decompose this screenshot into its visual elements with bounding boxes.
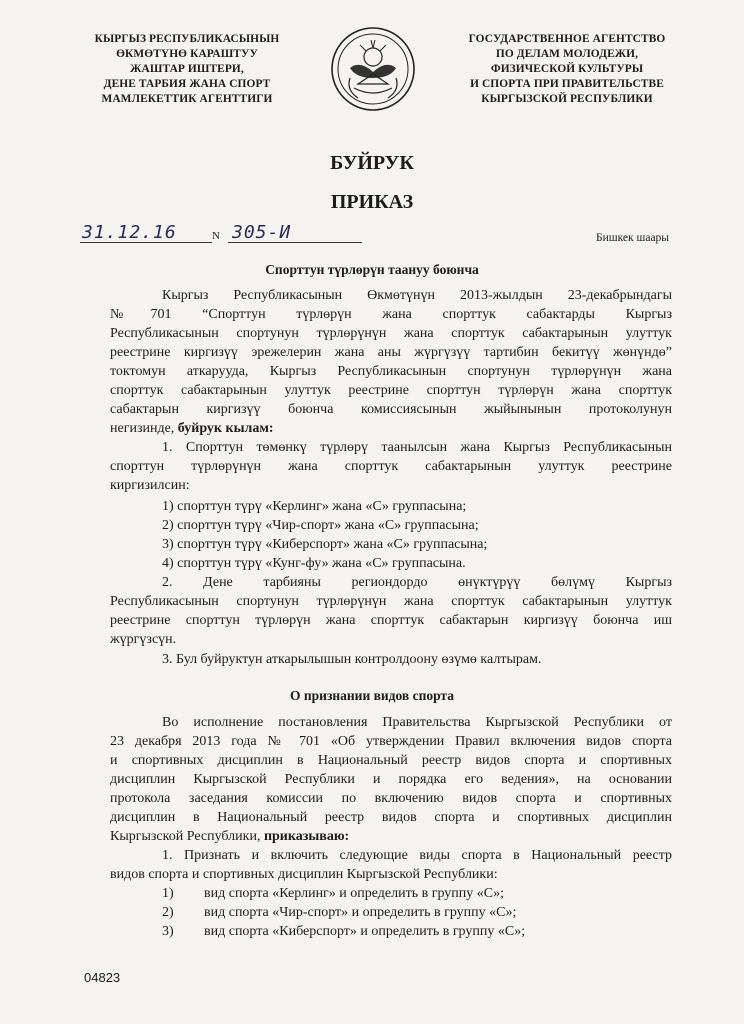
text-line: Республикасынын спортунун түрлөрүнүн жана спорттук сабактарынын улуттук [110, 594, 672, 609]
text-line: дисциплин Кыргызской Республики и порядка его ведения», на основании [110, 772, 672, 787]
list-item: 2) спорттун түрү «Чир-спорт» жана «С» группасына; [162, 518, 479, 533]
header-kyrgyz-line: КЫРГЫЗ РЕСПУБЛИКАСЫНЫН [94, 33, 280, 45]
order-phrase: буйрук кылам: [177, 421, 274, 436]
list-item: 4) спорттун түрү «Кунг-фу» жана «С» группасына. [162, 556, 466, 571]
title-kyrgyz: БУЙРУК [330, 152, 414, 174]
order-phrase: приказываю: [263, 829, 350, 844]
text-line [110, 419, 672, 438]
list-item: вид спорта «Киберспорт» и определить в группу «С»; [204, 924, 526, 939]
list-item: вид спорта «Керлинг» и определить в группу «С»; [204, 886, 505, 901]
text-line: Республикасынын спортунун түрлөрүнүн жана спорттук сабактарынын улуттук [110, 326, 672, 341]
handwritten-number: 305-И [232, 222, 292, 243]
text-fragment: негизинде, [110, 421, 178, 436]
header-russian-line: И СПОРТА ПРИ ПРАВИТЕЛЬСТВЕ [470, 78, 664, 90]
text-line: протокола заседания комиссии по включению видов спорта и спортивных [110, 791, 672, 806]
header-kyrgyz-line: ДЕНЕ ТАРБИЯ ЖАНА СПОРТ [103, 78, 271, 90]
text-line: 23 декабря 2013 года № 701 «Об утверждении Правил включения видов спорта [110, 734, 672, 749]
text-fragment: Кыргызской Республики, [110, 829, 264, 844]
header-russian-line: КЫРГЫЗСКОЙ РЕСПУБЛИКИ [481, 93, 653, 105]
text-line: Кыргыз Республикасынын Өкмөтүнүн 2013-жылдын 23-декабрындагы [162, 288, 672, 303]
number-sign: N [212, 230, 220, 242]
header-russian-line: ФИЗИЧЕСКОЙ КУЛЬТУРЫ [490, 63, 644, 75]
text-line: спорттун түрлөрүнүн жана спорттук сабактарынын улуттук реестрине [110, 459, 672, 474]
text-line: и спортивных дисциплин в Национальный реестр видов спорта и спортивных [110, 753, 672, 768]
preamble-russian [110, 713, 672, 846]
text-line: 1. Признать и включить следующие виды спорта в Национальный реестр [162, 848, 672, 863]
text-line: киргизилсин: [110, 478, 190, 493]
text-line: токтомун аткарууда, Кыргыз Республикасынын спортунун түрлөрүнүн жана [110, 364, 672, 379]
paragraph-2-kyrgyz [110, 573, 672, 649]
header-kyrgyz-line: ӨКМӨТҮНӨ КАРАШТУУ [116, 48, 258, 60]
text-line: №701 “Спорттун түрлөрүн жана спорттук сабактарды Кыргыз [110, 307, 672, 322]
list-item: вид спорта «Чир-спорт» и определить в группу «С»; [204, 905, 517, 920]
text-line: жүргүзсүн. [110, 632, 177, 647]
document-serial-number: 04823 [84, 970, 121, 985]
header-russian-line: ГОСУДАРСТВЕННОЕ АГЕНТСТВО [468, 33, 666, 45]
header-russian-line: ПО ДЕЛАМ МОЛОДЕЖИ, [495, 48, 639, 60]
paragraph-1-russian [110, 846, 672, 884]
paragraph-3-kyrgyz: 3. Бул буйруктун аткарылышын контролдоону өзүмө калтырам. [162, 652, 542, 667]
section-title-russian: О признании видов спорта [290, 688, 454, 703]
handwritten-date: 31.12.16 [82, 222, 177, 243]
header-kyrgyz [54, 32, 320, 107]
state-emblem-icon [330, 26, 416, 112]
text-line: 1. Спорттун төмөнкү түрлөрү таанылсын жана Кыргыз Республикасынын [162, 440, 672, 455]
text-line [110, 827, 672, 846]
text-line: сабактарын киргизүү боюнча комиссиясынын жыйынынын протоколунун [110, 402, 672, 417]
list-number: 3) [162, 924, 174, 939]
text-line: видов спорта и спортивных дисциплин Кыргызской Республики: [110, 867, 498, 882]
text-line: реестрине спорттун түрлөрүн жана спорттук сабактарын киргизүү боюнча иш [110, 613, 672, 628]
header-kyrgyz-line: ЖАШТАР ИШТЕРИ, [130, 63, 244, 75]
list-number: 2) [162, 905, 174, 920]
header-kyrgyz-line: МАМЛЕКЕТТИК АГЕНТТИГИ [101, 93, 273, 105]
date-underline [80, 242, 212, 243]
paragraph-1-kyrgyz [110, 438, 672, 495]
text-line: дисциплин в Национальный реестр видов спорта и спортивных дисциплин [110, 810, 672, 825]
text-line: спорттук сабактарынын улуттук реестрине спорттун түрлөрүн жана спорттук [110, 383, 672, 398]
header-russian [424, 32, 710, 107]
preamble-kyrgyz [110, 286, 672, 438]
section-title-kyrgyz: Спорттун түрлөрүн таануу боюнча [265, 262, 479, 277]
text-line: 2. Дене тарбияны региондордо өнүктүрүү бөлүмү Кыргыз [162, 575, 672, 590]
list-item: 1) спорттун түрү «Керлинг» жана «С» группасына; [162, 499, 467, 514]
text-line: реестрине киргизүү эрежелерин жана аны жүргүзүү тартибин бекитүү жөнүндө” [110, 345, 672, 360]
title-russian: ПРИКАЗ [330, 191, 414, 213]
city-label: Бишкек шаары [596, 232, 670, 244]
number-underline [228, 242, 362, 243]
text-line: Во исполнение постановления Правительства Кыргызской Республики от [162, 715, 672, 730]
list-item: 3) спорттун түрү «Киберспорт» жана «С» группасына; [162, 537, 488, 552]
list-number: 1) [162, 886, 174, 901]
